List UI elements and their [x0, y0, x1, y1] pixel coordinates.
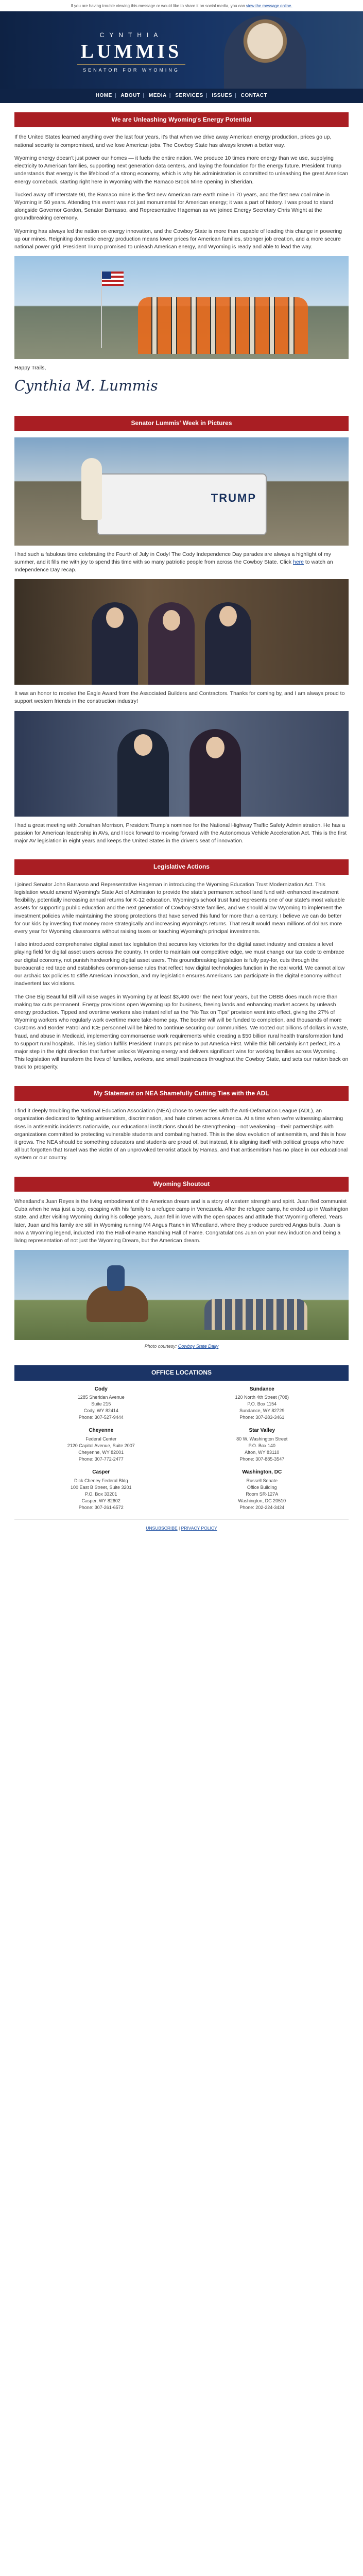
face — [219, 606, 237, 626]
office-washington-dc — [182, 1469, 343, 1511]
caption-text: Photo courtesy: — [144, 1344, 177, 1349]
face — [206, 737, 224, 758]
nea-banner: My Statement on NEA Shamefully Cutting Ties with the ADL — [14, 1086, 349, 1101]
nav-separator: | — [143, 92, 145, 98]
logo-tagline: SENATOR FOR WYOMING — [77, 64, 185, 74]
logo-last-name: LUMMIS — [80, 40, 182, 62]
week-paragraph-award: It was an honor to receive the Eagle Award from the Associated Builders and Contractors. Thanks for coming by, and I am always proud to support western friends in the construction industry! — [14, 690, 345, 705]
office-cody — [21, 1386, 182, 1421]
office-line: Office Building — [247, 1484, 277, 1490]
senator-figure — [81, 458, 102, 520]
truck-label: TRUMP — [211, 491, 256, 504]
intro-paragraph: Tucked away off Interstate 90, the Ramaco mine is the first new American rare earth mine in 70 years, and the first new coal mine in Wyoming in 50 years. Attending this event was not just monumental for American energy; it was a part of history. I was proud to stand alongside Governor Gordon, Senator Barrasso, and Representative Hageman as we joined Energy Secretary Chris Wright at the groundbreaking ceremony. — [14, 191, 333, 222]
office-phone[interactable]: Phone: 307-283-3461 — [239, 1415, 285, 1420]
header-banner — [0, 11, 363, 89]
office-line: P.O. Box 33201 — [85, 1491, 117, 1497]
nav-item-contact[interactable]: CONTACT — [240, 92, 268, 98]
legislative-section — [0, 850, 363, 1071]
face — [106, 607, 124, 628]
intro-banner: We are Unleashing Wyoming's Energy Potential — [14, 112, 349, 127]
group-in-safety-vests — [138, 297, 308, 354]
office-line: 2120 Capitol Avenue, Suite 2007 — [67, 1443, 135, 1448]
nav-separator: | — [114, 92, 117, 98]
cody-parade-photo — [14, 437, 349, 546]
office-line: P.O. Box 140 — [248, 1443, 275, 1448]
eagle-award-photo — [14, 579, 349, 685]
top-nav — [0, 89, 363, 104]
office-casper — [21, 1469, 182, 1511]
mine-opening-photo — [14, 256, 349, 359]
nav-item-home[interactable]: HOME — [95, 92, 112, 98]
office-phone[interactable]: Phone: 307-772-2477 — [78, 1456, 124, 1462]
office-line: Sundance, WY 82729 — [239, 1408, 285, 1414]
privacy-policy-link[interactable]: PRIVACY POLICY — [181, 1525, 217, 1531]
morrison-meeting-photo — [14, 711, 349, 817]
office-phone[interactable]: Phone: 307-261-6572 — [78, 1504, 124, 1510]
office-line: Suite 215 — [91, 1401, 111, 1407]
office-line: 80 W. Washington Street — [236, 1436, 288, 1442]
view-online-note — [0, 0, 363, 11]
offices-grid — [0, 1386, 363, 1516]
office-name: Washington, DC — [242, 1469, 282, 1476]
nav-item-services[interactable]: SERVICES — [175, 92, 203, 98]
senator-portrait — [224, 15, 306, 89]
signoff: Happy Trails, — [14, 365, 46, 371]
american-flag — [102, 272, 124, 286]
footer — [14, 1519, 349, 1541]
office-line: 120 North 4th Street (708) — [235, 1395, 289, 1400]
intro-paragraph: Wyoming energy doesn't just power our homes — it fuels the entire nation. We produce 10 times more energy than we use, supplying electricity to American families, supporting next generation data centers, and laying the foundation for the energy future. President Trump understands that energy is the lifeblood of a strong economy, which is why his administration is committed to unleashing the great American energy comeback, starting right here in Wyoming with the Ramaco Brook Mine opening in Sheridan. — [14, 155, 349, 185]
office-line: 1285 Sheridan Avenue — [77, 1395, 125, 1400]
face — [134, 734, 152, 756]
parade-truck — [97, 473, 267, 535]
office-sundance — [182, 1386, 343, 1421]
intro-paragraph: Wyoming has always led the nation on energy innovation, and the Cowboy State is more than capable of leading this change in powering up our mines. Reigniting domestic energy production means lower prices for American families, stronger job creation, and a more secure national power grid. President Trump promised to unleash American energy, and Wyoming is ready and able to lead the way. — [14, 228, 342, 250]
office-line: Washington, DC 20510 — [238, 1498, 286, 1503]
senator-logo — [77, 31, 185, 74]
intro-section — [0, 103, 363, 396]
office-line: Dick Cheney Federal Bldg — [74, 1478, 128, 1483]
week-paragraph-meeting: I had a great meeting with Jonathan Morrison, President Trump's nominee for the National Highway Traffic Safety Administration. He has a passion for American leadership in AVs, and I look forward to moving forward with the Autonomous Vehicle Acceleration Act. This is the first major AV legislation in eight years and keeps the United States in the driver's seat of innovation. — [14, 822, 347, 844]
intro-paragraph: If the United States learned anything over the last four years, it's that when we drive away American energy production, prices go up, national security is compromised, and we lose American jobs. The Cowboy State has always known a better way. — [14, 134, 332, 148]
office-phone[interactable]: Phone: 307-885-3547 — [239, 1456, 285, 1462]
week-banner: Senator Lummis' Week in Pictures — [14, 416, 349, 431]
photo-caption — [14, 1343, 349, 1350]
unsubscribe-link[interactable]: UNSUBSCRIBE — [146, 1525, 178, 1531]
nav-item-media[interactable]: MEDIA — [149, 92, 167, 98]
office-phone[interactable]: Phone: 307-527-9444 — [78, 1415, 124, 1420]
nea-paragraph: I find it deeply troubling the National Education Association (NEA) chose to sever ties with the Anti-Defamation League (ADL), an organization dedicated to fighting antisemitism, discrimination, and hate crimes across America. At a time when we're witnessing alarming rises in antisemitic incidents nationwide, our educational institutions should be strengthening—not weakening—their partnerships with organizations committed to protecting vulnerable students and combating hatred. This is the slow evolution of antisemitism, and this is how it grows. The NEA should be something educators and students are proud of, but instead, it is aligning itself with political groups who have all but forgotten that Israel was the victim of an unprovoked terrorist attack by Hamas, and that antisemitism has no place in our educational system or our country. — [14, 1108, 348, 1161]
office-star-valley — [182, 1427, 343, 1463]
legislative-banner: Legislative Actions — [14, 859, 349, 874]
office-name: Star Valley — [249, 1428, 275, 1434]
week-paragraph-parade — [14, 551, 349, 574]
office-line: Federal Center — [85, 1436, 117, 1442]
view-online-text: If you are having trouble viewing this message or would like to share it on social media, you can — [71, 4, 245, 8]
logo-first-name: CYNTHIA — [99, 31, 163, 39]
office-line: Cheyenne, WY 82001 — [78, 1450, 124, 1455]
nav-separator: | — [169, 92, 171, 98]
offices-section — [0, 1355, 363, 1380]
recap-link[interactable]: here — [292, 558, 304, 565]
rider — [107, 1265, 125, 1291]
office-line: Russell Senate — [246, 1478, 278, 1483]
legislative-paragraph: I also introduced comprehensive digital asset tax legislation that secures key victories for the digital asset industry and creates a level playing field for digital asset users across the country. In order to maintain our competitive edge, we must change our tax code to embrace our digital economy, not punish hardworking digital asset users. This groundbreaking legislation is fully pay-for, cuts through the bureaucratic red tape and establishes common-sense rules that reflect how digital technologies function in the real world. We cannot allow our archaic tax policies to stifle American innovation, and my legislation ensures Americans can participate in the digital economy without inadvertent tax violations. — [14, 941, 345, 987]
caption-link[interactable]: Cowboy State Daily — [178, 1344, 219, 1349]
office-line: 100 East B Street, Suite 3201 — [70, 1484, 132, 1490]
nav-separator: | — [205, 92, 208, 98]
shoutout-section — [0, 1167, 363, 1350]
face — [163, 610, 180, 631]
parade-text: I had such a fabulous time celebrating the Fourth of July in Cody! The Cody Independence Day parades are always a highlight of my summer, and it fills me with joy to spend this time with so many patriotic people from across the Cowboy State. Click — [14, 551, 331, 565]
office-name: Casper — [92, 1469, 110, 1476]
ranch-photo — [14, 1250, 349, 1340]
office-line: Casper, WY 82602 — [81, 1498, 120, 1503]
office-line: Cody, WY 82414 — [83, 1408, 118, 1414]
shoutout-banner: Wyoming Shoutout — [14, 1177, 349, 1192]
office-name: Sundance — [249, 1386, 274, 1392]
crowd — [204, 1299, 307, 1330]
shoutout-paragraph: Wheatland's Juan Reyes is the living embodiment of the American dream and is a story of western strength and spirit. Juan fled communist Cuba when he was just a boy, escaping with his family to a refugee camp in Venezuela. After the refugee camp, he ended up in Washington state, and after visiting Wyoming during his college years, Juan fell in love with the open spaces and attitude that Wyoming offered. Years later, Juan and his family are still in Wyoming running M4 Angus Ranch in Wheatland, where they produce purebred Angus bulls. Juan is now a Wyoming legend, inducted into the Hall-of-Fame Ranching Hall of Fame. Congratulations Juan on your new induction and being a living representation of not just the Wyoming Dream, but the American dream. — [14, 1198, 349, 1244]
signature: Cynthia M. Lummis — [14, 377, 158, 394]
office-line: Afton, WY 83110 — [245, 1450, 280, 1455]
nav-separator: | — [235, 92, 237, 98]
view-online-link[interactable]: view the message online. — [246, 4, 292, 8]
office-line: Room SR-127A — [246, 1491, 279, 1497]
office-cheyenne — [21, 1427, 182, 1463]
office-phone[interactable]: Phone: 202-224-3424 — [239, 1504, 285, 1510]
nav-item-issues[interactable]: ISSUES — [212, 92, 232, 98]
legislative-paragraph: The One Big Beautiful Bill will raise wages in Wyoming by at least $3,400 over the next four years, but the OBBB does much more than making tax cuts permanent. Energy provisions open Wyoming up for business, freeing lands and enhancing market access by unleash energy production. Tipped and overtime workers also instant relief as the "No Tax on Tips" provision went into effect, giving the 27% of Wyoming workers who regularly work overtime more take-home pay. The border will will be funded to completion, and thousands of more Customs and Border Patrol and ICE personnel will be hired to continue securing our communities. We rooted out billions of dollars in waste, fraud, and abuse in Medicaid, implementing commonsense work requirements while creating a $50 billion rural health transformation fund to support rural hospitals. This legislation fulfills President Trump's promise to put America First. While this bill certainly isn't perfect, it's a major step in the right direction that further unlocks Wyoming energy and delivers significant wins for working families across Wyoming. This legislation will transform the lives of families, workers, and small businesses throughout the Cowboy State, and sets our nation back on track to prosperity. — [14, 993, 349, 1071]
week-section — [0, 406, 363, 845]
nav-item-about[interactable]: ABOUT — [120, 92, 141, 98]
office-name: Cody — [94, 1386, 108, 1392]
footer-separator: | — [179, 1525, 181, 1531]
offices-header: OFFICE LOCATIONS — [14, 1365, 349, 1380]
office-line: P.O. Box 1154 — [247, 1401, 277, 1407]
office-name: Cheyenne — [89, 1428, 114, 1434]
parade-text-end: to watch an Independence Day recap. — [14, 558, 333, 573]
horse — [87, 1286, 148, 1322]
legislative-paragraph: I joined Senator John Barrasso and Representative Hageman in introducing the Wyoming Education Trust Modernization Act. This legislation would amend Wyoming's State Act of Admission to provide the state's permanent school land fund with enhanced investment flexibility, potentially increasing annual returns for K-12 education. Wyoming's school trust fund represents one of our state's most valuable assets for supporting public education and the next generation of Cowboy-State families, and we should allow Wyoming to implement the investment policies while maintaining the strong protections that have served this fund for more than a century. I believe we can do better for our kids by investing that money more strategically and increasing Wyoming's returns. That result would mean millions of dollars more every year for Wyoming classrooms without raising taxes or touching Wyoming's principal investments. — [14, 881, 345, 935]
nea-section — [0, 1077, 363, 1162]
